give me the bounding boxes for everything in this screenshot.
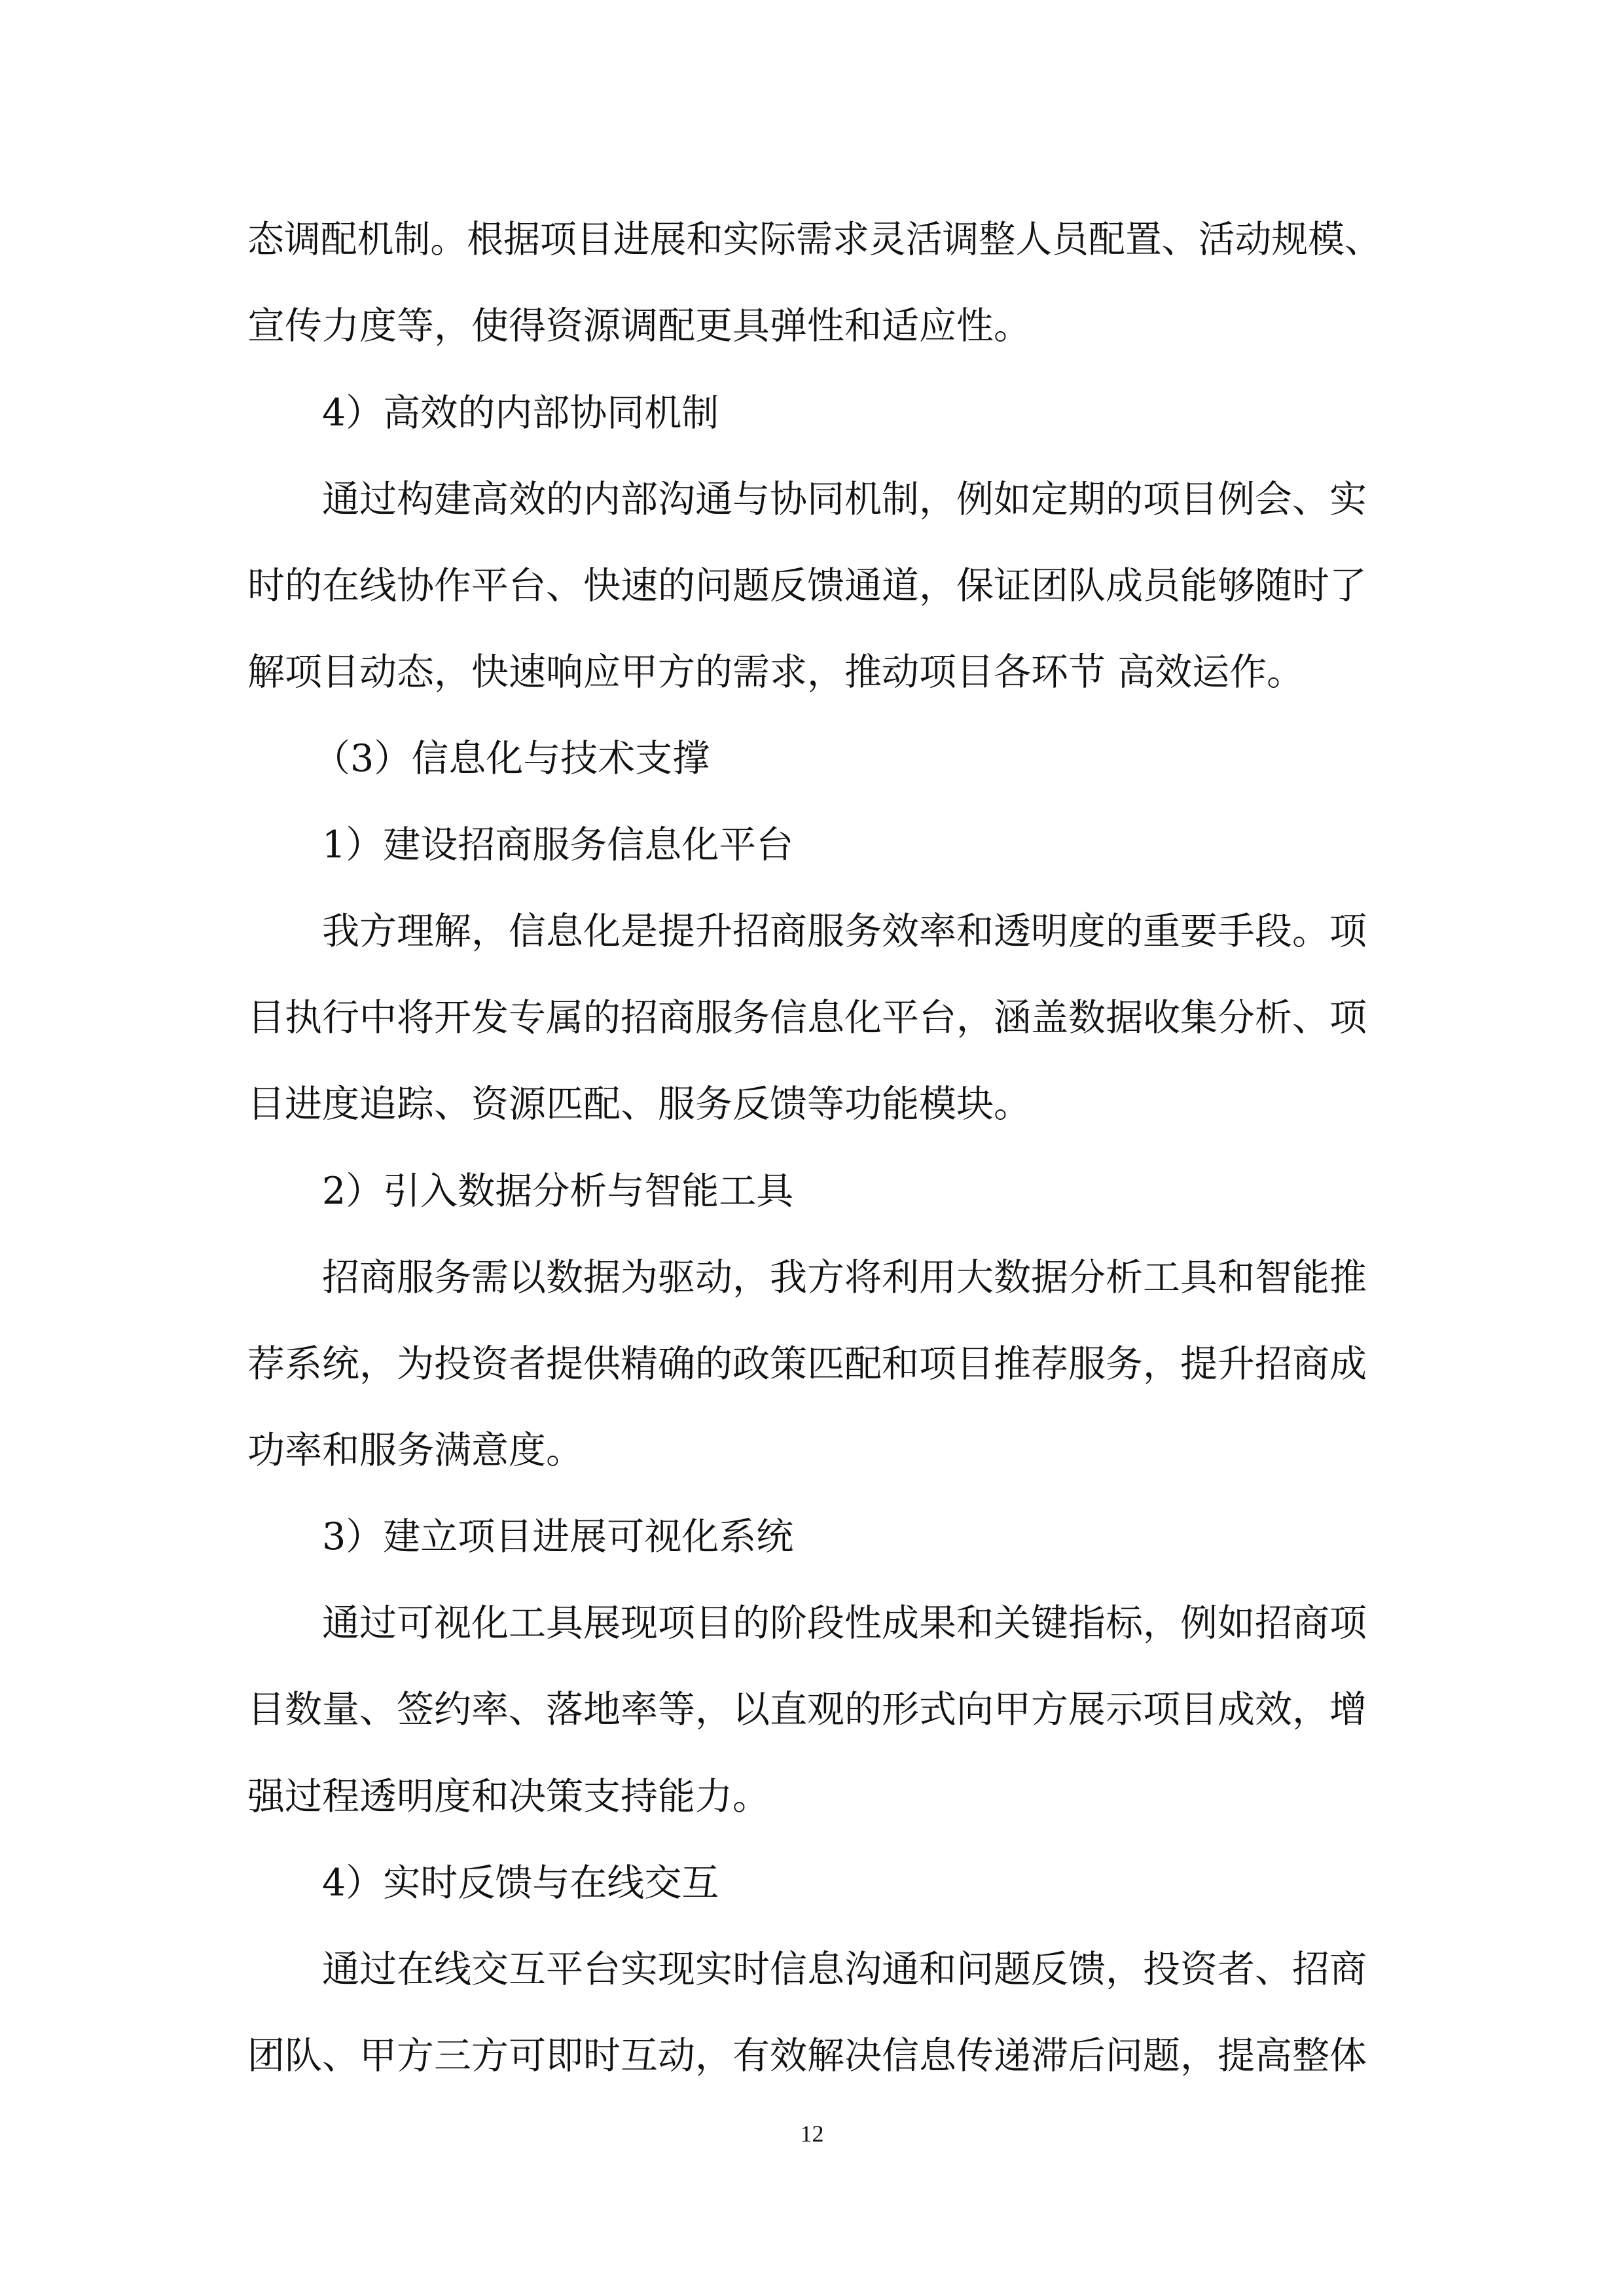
subheading-data-analysis: 2）引入数据分析与智能工具 [322, 1170, 794, 1213]
subheading-visualization: 3）建立项目进展可视化系统 [322, 1515, 794, 1558]
body-text-line: 通过可视化工具展现项目的阶段性成果和关键指标，例如招商项 [322, 1602, 1367, 1645]
body-text-line: 功率和服务满意度。 [247, 1429, 583, 1472]
page-number: 12 [800, 2121, 824, 2147]
subheading-platform: 1）建设招商服务信息化平台 [322, 823, 794, 867]
body-text-line: 我方理解，信息化是提升招商服务效率和透明度的重要手段。项 [322, 910, 1367, 953]
body-text-line: 时的在线协作平台、快速的问题反馈通道，保证团队成员能够随时了 [247, 564, 1367, 607]
subheading-realtime-feedback: 4）实时反馈与在线交互 [322, 1861, 719, 1905]
body-text-line: 目进度追踪、资源匹配、服务反馈等功能模块。 [247, 1083, 1031, 1126]
body-text-line: 宣传力度等，使得资源调配更具弹性和适应性。 [247, 304, 1031, 348]
body-text-line: 目执行中将开发专属的招商服务信息化平台，涵盖数据收集分析、项 [247, 996, 1367, 1039]
body-text-line: 目数量、签约率、落地率等，以直观的形式向甲方展示项目成效，增 [247, 1688, 1367, 1731]
body-text-line: 态调配机制。根据项目进展和实际需求灵活调整人员配置、活动规模、 [247, 218, 1382, 261]
body-text-line: 招商服务需以数据为驱动，我方将利用大数据分析工具和智能推 [322, 1256, 1367, 1299]
body-text-line: 强过程透明度和决策支持能力。 [247, 1775, 770, 1818]
body-text-line: 通过在线交互平台实现实时信息沟通和问题反馈，投资者、招商 [322, 1948, 1367, 1991]
body-text-line: 解项目动态，快速响应甲方的需求，推动项目各环节 高效运作。 [247, 651, 1305, 694]
body-text-line: 荐系统，为投资者提供精确的政策匹配和项目推荐服务，提升招商成 [247, 1342, 1367, 1386]
subheading-efficient-collaboration: 4）高效的内部协同机制 [322, 391, 719, 435]
body-text-line: 团队、甲方三方可即时互动，有效解决信息传递滞后问题，提高整体 [247, 2034, 1367, 2077]
section-heading-informatization: （3）信息化与技术支撑 [313, 737, 710, 780]
body-text-line: 通过构建高效的内部沟通与协同机制，例如定期的项目例会、实 [322, 478, 1367, 521]
